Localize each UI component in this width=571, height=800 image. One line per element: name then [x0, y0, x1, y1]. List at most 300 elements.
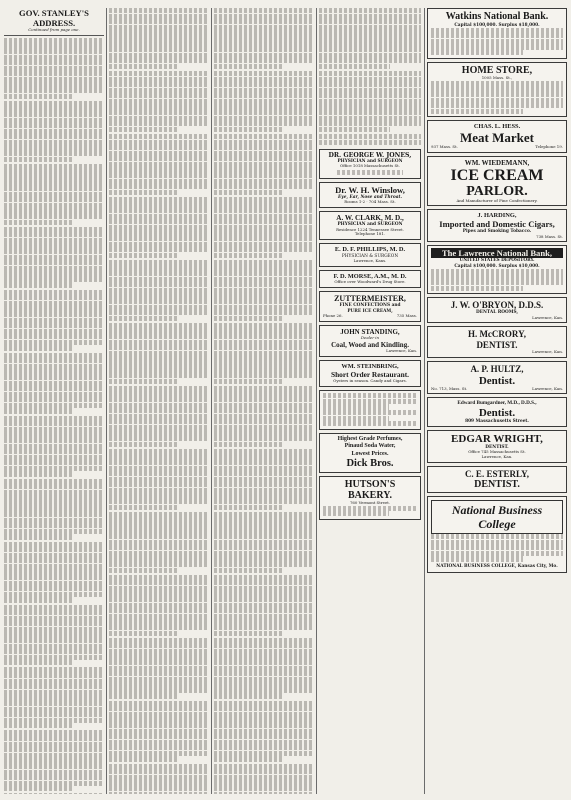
text-line — [109, 740, 209, 745]
text-line — [319, 58, 421, 63]
ad-line: Imported and Domestic Cigars, — [439, 218, 555, 229]
text-line — [214, 202, 314, 207]
ad-name: The Lawrence National Bank, — [431, 248, 563, 258]
ad-line: FINE CONFECTIONS and — [339, 303, 401, 309]
text-line — [4, 673, 104, 678]
text-line — [4, 449, 104, 454]
text-line — [4, 742, 104, 747]
ad-title: Dentist. — [478, 406, 516, 419]
text-line — [214, 717, 314, 722]
ad-hultz — [427, 361, 567, 394]
text-line — [4, 277, 104, 282]
text-line — [214, 528, 314, 533]
text-line — [214, 71, 314, 76]
text-line — [4, 558, 104, 563]
text-line — [214, 184, 314, 189]
ad-name: WM. WIEDEMANN, — [464, 158, 530, 167]
text-line — [109, 419, 209, 424]
text-line — [4, 712, 104, 717]
text-line — [214, 575, 314, 580]
column-rule — [424, 8, 425, 794]
text-line — [214, 156, 314, 161]
text-line — [319, 88, 421, 93]
text-line — [4, 203, 104, 208]
text-line — [4, 455, 104, 460]
text-line — [4, 701, 104, 706]
text-line — [4, 134, 104, 139]
ad-title: PHYSICIAN and SURGEON — [337, 158, 403, 164]
text-line — [319, 14, 421, 19]
text-line — [4, 381, 104, 386]
text-line — [4, 586, 104, 591]
text-line — [109, 505, 179, 510]
ad-dick-bros — [319, 433, 421, 473]
text-line — [109, 677, 209, 682]
text-line — [214, 740, 314, 745]
ad-wright — [427, 430, 567, 463]
text-line — [4, 484, 104, 489]
text-line — [214, 230, 314, 235]
text-line — [4, 282, 74, 287]
text-line — [109, 145, 209, 150]
text-line — [214, 512, 314, 517]
ad-line: Pinaud Soda Water, — [344, 443, 396, 450]
text-line — [4, 730, 104, 735]
text-line — [4, 655, 104, 660]
text-line — [214, 482, 314, 487]
text-line — [4, 255, 104, 260]
text-line — [4, 534, 74, 539]
article-body — [319, 8, 421, 145]
text-line — [109, 288, 209, 293]
text-line — [109, 654, 209, 659]
column-3 — [214, 8, 314, 794]
text-line — [4, 438, 104, 443]
ad-phone: Telephone 19. — [535, 143, 563, 149]
text-line — [214, 780, 314, 785]
text-line — [214, 362, 314, 367]
ad-address: No. 713, Mass. St. — [431, 385, 468, 391]
text-line — [4, 175, 104, 180]
text-line — [109, 603, 209, 608]
text-line — [4, 690, 104, 695]
ad-name: A. W. CLARK, M. D., — [336, 213, 404, 222]
text-line — [4, 707, 104, 712]
text-line — [4, 723, 74, 728]
text-line — [109, 225, 209, 230]
text-line — [214, 167, 314, 172]
text-line — [109, 723, 209, 728]
ad-address: 760 Vermont Street. — [349, 499, 391, 505]
ad-line: BAKERY. — [347, 489, 392, 501]
text-line — [214, 764, 314, 769]
text-line — [4, 775, 104, 780]
text-line — [109, 403, 209, 408]
text-line — [214, 688, 314, 693]
text-line — [4, 667, 104, 672]
text-line — [214, 397, 314, 402]
text-line — [109, 482, 209, 487]
text-line — [4, 295, 104, 300]
text-line — [319, 110, 421, 115]
text-line — [109, 408, 209, 413]
text-line — [4, 432, 104, 437]
ad-address: Office 745 Massachusetts St. — [468, 449, 526, 455]
text-line — [214, 271, 314, 276]
text-line — [214, 493, 314, 498]
ad-goods: Coal, Wood and Kindling. — [331, 340, 409, 349]
ad-steinbring — [319, 360, 421, 387]
text-line — [4, 684, 104, 689]
text-line — [214, 603, 314, 608]
text-line — [109, 556, 209, 561]
ad-city: Lawrence, Kan. — [386, 348, 417, 354]
ad-name: HOME STORE, — [461, 64, 533, 76]
text-line — [214, 162, 314, 167]
ad-capital: Capital $100,000. Surplus $10,000. — [454, 263, 540, 269]
text-line — [109, 775, 209, 780]
text-line — [214, 505, 284, 510]
ad-name: DR. GEORGE W. JONES, — [328, 151, 412, 159]
text-line — [4, 764, 104, 769]
ad-title: Eye, Ear, Nose and Throat. — [337, 194, 403, 200]
ad-name: E. D. F. PHILLIPS, M. D. — [334, 246, 406, 254]
text-line — [214, 723, 314, 728]
text-line — [4, 553, 104, 558]
text-line — [4, 644, 104, 649]
text-line — [109, 386, 209, 391]
text-line — [4, 214, 104, 219]
text-line — [214, 140, 314, 145]
text-line — [109, 682, 209, 687]
text-line — [214, 36, 314, 41]
text-line — [4, 427, 104, 432]
text-line — [4, 649, 104, 654]
text-line — [214, 792, 314, 794]
text-line — [109, 688, 209, 693]
text-line — [4, 290, 104, 295]
ad-obryon — [427, 297, 567, 323]
text-line — [4, 60, 104, 65]
text-line — [4, 621, 104, 626]
text-line — [214, 53, 314, 58]
text-line — [214, 247, 314, 252]
text-line — [109, 631, 179, 636]
text-line — [109, 30, 209, 35]
continued-note: Continued from page one. — [28, 27, 80, 32]
text-line — [109, 586, 209, 591]
text-line — [4, 392, 104, 397]
text-line — [4, 43, 104, 48]
ad-hess — [427, 120, 567, 152]
text-line — [214, 340, 314, 345]
text-line — [109, 488, 209, 493]
text-line — [109, 104, 209, 109]
text-line — [214, 649, 314, 654]
divider — [4, 35, 104, 36]
text-line — [214, 701, 314, 706]
text-line — [214, 386, 314, 391]
text-line — [109, 619, 209, 624]
text-line — [109, 499, 209, 504]
text-line — [214, 93, 314, 98]
ad-address: 1005 Mass. St., — [481, 75, 513, 81]
text-line — [214, 190, 284, 195]
text-line — [214, 436, 314, 441]
text-line — [109, 638, 209, 643]
text-line — [4, 238, 104, 243]
text-line — [109, 127, 179, 132]
text-line — [4, 118, 104, 123]
text-line — [109, 151, 209, 156]
text-line — [4, 575, 104, 580]
text-line — [4, 208, 104, 213]
ad-name: J. HARDING, — [477, 212, 517, 220]
text-line — [214, 316, 284, 321]
text-line — [109, 391, 209, 396]
ad-capital: Capital $100,000. Surplus $18,000. — [454, 22, 540, 28]
text-line — [214, 265, 314, 270]
text-line — [214, 638, 314, 643]
text-line — [214, 517, 314, 522]
ad-address: Office over Woodward's Drug Store. — [334, 279, 406, 285]
text-line — [214, 99, 314, 104]
text-line — [319, 104, 421, 109]
text-line — [109, 693, 179, 698]
text-line — [109, 202, 209, 207]
text-line — [214, 197, 314, 202]
ad-hutson — [319, 476, 421, 520]
text-line — [109, 88, 209, 93]
text-line — [319, 140, 421, 145]
text-line — [214, 466, 314, 471]
column-rule — [211, 8, 212, 794]
ad-line: Short Order Restaurant. — [330, 369, 410, 379]
ad-home-store — [427, 62, 567, 118]
text-line — [4, 466, 104, 471]
text-line — [109, 116, 209, 121]
text-line — [214, 666, 314, 671]
text-line — [4, 605, 104, 610]
text-line — [109, 230, 209, 235]
text-line — [319, 47, 421, 52]
text-line — [109, 575, 209, 580]
text-line — [214, 614, 314, 619]
text-line — [214, 460, 314, 465]
text-line — [214, 756, 284, 761]
text-line — [214, 677, 314, 682]
text-line — [4, 169, 104, 174]
text-line — [109, 780, 209, 785]
text-line — [214, 682, 314, 687]
text-line — [214, 442, 284, 447]
text-line — [214, 391, 314, 396]
ad-winslow — [319, 182, 421, 208]
ad-name: H. McCRORY, — [467, 329, 527, 340]
text-line — [4, 479, 104, 484]
text-line — [214, 47, 314, 52]
text-line — [214, 586, 314, 591]
text-line — [4, 55, 104, 60]
text-line — [4, 386, 104, 391]
text-line — [109, 706, 209, 711]
text-line — [214, 219, 314, 224]
text-line — [214, 356, 314, 361]
text-line — [4, 421, 104, 426]
text-line — [4, 523, 104, 528]
text-line — [4, 318, 104, 323]
text-line — [109, 614, 209, 619]
ad-title: DENTIST. — [476, 339, 518, 350]
ad-mccrory — [427, 326, 567, 358]
text-line — [214, 671, 314, 676]
text-line — [109, 449, 209, 454]
text-line — [4, 747, 104, 752]
text-line — [109, 545, 209, 550]
ad-title: DENTIST. — [474, 479, 520, 491]
ad-address: Office 1018 Massachusetts St. — [340, 162, 400, 168]
text-line — [214, 499, 314, 504]
text-line — [109, 162, 209, 167]
text-line — [214, 208, 314, 213]
text-line — [109, 701, 209, 706]
text-line — [214, 121, 314, 126]
ad-bottom: NATIONAL BUSINESS COLLEGE, Kansas City, Mo. — [436, 563, 558, 569]
text-line — [4, 94, 74, 99]
text-line — [214, 282, 314, 287]
text-line — [214, 591, 314, 596]
text-line — [4, 501, 104, 506]
text-line — [4, 129, 104, 134]
text-line — [214, 88, 314, 93]
text-line — [319, 77, 421, 82]
text-line — [319, 134, 421, 139]
text-line — [214, 179, 314, 184]
ad-title: PHYSICIAN and SURGEON — [337, 222, 403, 228]
text-line — [214, 25, 314, 30]
ad-address: Residence 1224 Tennessee Street. — [336, 226, 404, 232]
text-line — [109, 471, 209, 476]
text-line — [4, 679, 104, 684]
text-line — [214, 242, 314, 247]
text-line — [109, 247, 209, 252]
text-line — [109, 562, 209, 567]
text-line — [109, 25, 209, 30]
text-line — [4, 495, 104, 500]
text-line — [214, 488, 314, 493]
text-line — [214, 734, 314, 739]
text-line — [214, 660, 314, 665]
article-body — [109, 8, 209, 794]
article-body — [4, 38, 104, 794]
ad-line: PURE ICE CREAM, — [347, 308, 393, 314]
text-line — [109, 597, 209, 602]
text-line — [214, 64, 284, 69]
ad-harding — [427, 209, 567, 242]
text-line — [214, 430, 314, 435]
text-line — [109, 197, 209, 202]
text-line — [4, 164, 104, 169]
ad-jones — [319, 149, 421, 179]
text-line — [109, 580, 209, 585]
text-line — [214, 116, 314, 121]
text-line — [109, 190, 179, 195]
text-line — [4, 660, 74, 665]
text-line — [109, 58, 209, 63]
ad-bumgardner — [427, 397, 567, 427]
text-line — [109, 36, 209, 41]
text-line — [109, 82, 209, 87]
ad-lawrence-bank — [427, 245, 567, 294]
ad-address: Rooms 1-2 · 704 Mass. St. — [344, 199, 396, 205]
text-line — [109, 14, 209, 19]
text-line — [214, 288, 314, 293]
text-line — [109, 282, 209, 287]
text-line — [319, 121, 421, 126]
text-line — [4, 220, 74, 225]
ad-watkins-bank — [427, 8, 567, 59]
text-line — [4, 758, 104, 763]
ad-address: 735 Mass. — [396, 312, 417, 318]
text-line — [109, 271, 209, 276]
text-line — [4, 397, 104, 402]
text-line — [319, 41, 421, 46]
text-line — [214, 345, 314, 350]
ad-line: Meat Market — [460, 129, 534, 145]
text-line — [4, 49, 104, 54]
text-line — [214, 597, 314, 602]
text-line — [4, 227, 104, 232]
text-line — [214, 328, 314, 333]
text-line — [109, 242, 209, 247]
text-line — [109, 121, 209, 126]
text-line — [4, 249, 104, 254]
text-line — [214, 151, 314, 156]
ad-zuttermeister — [319, 291, 421, 322]
article-headline: GOV. STANLEY'S ADDRESS. — [19, 8, 89, 28]
text-line — [4, 112, 104, 117]
text-line — [214, 236, 314, 241]
text-line — [4, 770, 104, 775]
ad-phone: Telephone 181. — [354, 231, 386, 237]
text-line — [109, 140, 209, 145]
text-line — [4, 329, 104, 334]
text-line — [214, 134, 314, 139]
text-line — [214, 769, 314, 774]
text-line — [109, 293, 209, 298]
text-line — [4, 512, 104, 517]
text-line — [214, 408, 314, 413]
text-line — [4, 66, 104, 71]
column-1 — [4, 8, 104, 794]
text-line — [214, 260, 314, 265]
text-line — [4, 312, 104, 317]
ad-morse — [319, 270, 421, 288]
text-line — [214, 449, 314, 454]
ad-address: 809 Massachusetts Street. — [465, 418, 529, 424]
text-line — [214, 310, 314, 315]
ad-name: C. E. ESTERLY, — [464, 468, 530, 479]
text-line — [109, 362, 209, 367]
text-line — [109, 414, 209, 419]
text-line — [214, 643, 314, 648]
text-line — [4, 123, 104, 128]
text-line — [4, 157, 74, 162]
text-line — [109, 454, 209, 459]
text-line — [4, 786, 74, 791]
text-line — [4, 627, 104, 632]
text-line — [109, 517, 209, 522]
